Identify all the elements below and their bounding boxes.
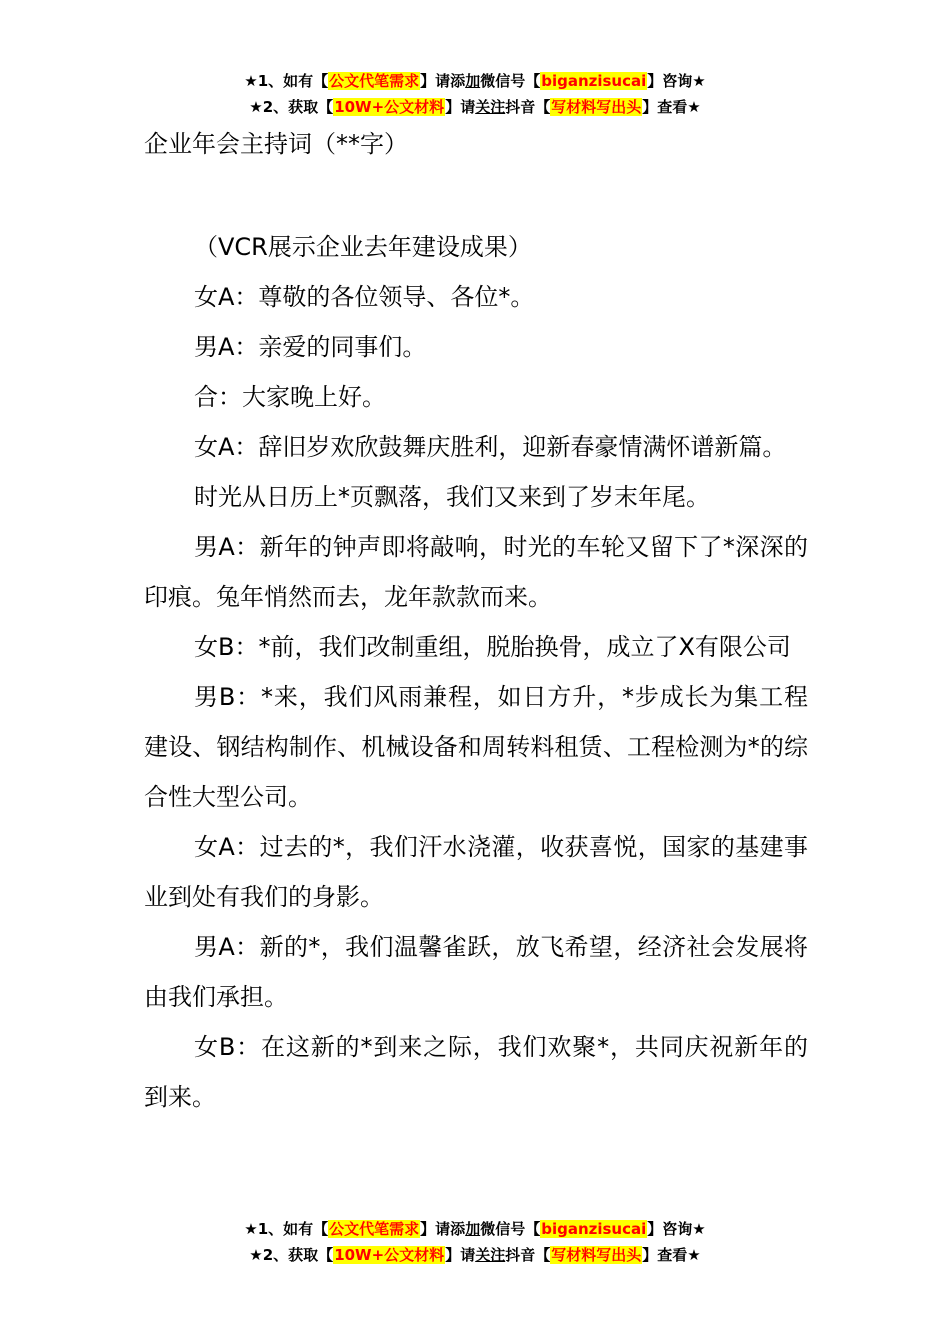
banner-line-2 xyxy=(0,94,950,120)
paragraph: 男A：亲爱的同事们。 xyxy=(194,333,427,361)
paragraph: 女B：在这新的*到来之际，我们欢聚*，共同庆祝新年的到来。 xyxy=(144,1033,808,1111)
banner-highlight: biganzisucai xyxy=(541,1220,647,1238)
banner-text: 】咨询★ xyxy=(647,72,706,90)
paragraph: 女A：辞旧岁欢欣鼓舞庆胜利，迎新春豪情满怀谱新篇。 xyxy=(194,433,787,461)
banner-highlight: 公文代笔需求 xyxy=(329,72,420,90)
banner-text: 】查看★ xyxy=(642,98,701,116)
banner-text: ★2、获取【 xyxy=(249,1246,334,1264)
paragraph: 女A：尊敬的各位领导、各位*。 xyxy=(194,283,535,311)
banner-text: 抖音【 xyxy=(505,1246,551,1264)
paragraph: （VCR展示企业去年建设成果） xyxy=(194,233,532,261)
banner-text: ★2、获取【 xyxy=(249,98,334,116)
banner-line-1 xyxy=(0,1216,950,1242)
banner-text: 】查看★ xyxy=(642,1246,701,1264)
banner-highlight: 写材料写出头 xyxy=(551,98,642,116)
banner-underline: 加 xyxy=(465,72,481,90)
banner-line-1 xyxy=(0,68,950,94)
footer-banner xyxy=(0,1216,950,1268)
banner-highlight: 写材料写出头 xyxy=(551,1246,642,1264)
paragraph: 时光从日历上*页飘落，我们又来到了岁末年尾。 xyxy=(194,483,710,511)
banner-text: 抖音【 xyxy=(505,98,551,116)
paragraph: 男B：*来，我们风雨兼程，如日方升，*步成长为集工程建设、钢结构制作、机械设备和周转料租赁、工程检测为*的综合性大型公司。 xyxy=(144,683,808,811)
banner-text: 】请添 xyxy=(420,72,466,90)
paragraph: 合：大家晚上好。 xyxy=(194,383,386,411)
banner-text: ★1、如有【 xyxy=(244,1220,329,1238)
paragraph: 女A：过去的*，我们汗水浇灌，收获喜悦，国家的基建事业到处有我们的身影。 xyxy=(144,833,808,911)
banner-text: 】请添 xyxy=(420,1220,466,1238)
paragraph: 女B：*前，我们改制重组，脱胎换骨，成立了X有限公司 xyxy=(194,633,791,661)
header-banner xyxy=(0,68,950,120)
banner-text: 微信号【 xyxy=(480,72,541,90)
banner-text: 】请 xyxy=(445,98,476,116)
document-body xyxy=(144,222,808,1122)
banner-line-2 xyxy=(0,1242,950,1268)
banner-text: 】请 xyxy=(445,1246,476,1264)
banner-underline: 关注 xyxy=(475,1246,506,1264)
paragraph: 男A：新年的钟声即将敲响，时光的车轮又留下了*深深的印痕。兔年悄然而去，龙年款款而来。 xyxy=(144,533,808,611)
banner-highlight: 公文代笔需求 xyxy=(329,1220,420,1238)
banner-text: ★1、如有【 xyxy=(244,72,329,90)
banner-highlight: 10W+公文材料 xyxy=(334,98,445,116)
banner-underline: 关注 xyxy=(475,98,506,116)
banner-text: 微信号【 xyxy=(480,1220,541,1238)
banner-highlight: 10W+公文材料 xyxy=(334,1246,445,1264)
document-title: 企业年会主持词（**字） xyxy=(144,130,408,158)
paragraph: 男A：新的*，我们温馨雀跃，放飞希望，经济社会发展将由我们承担。 xyxy=(144,933,808,1011)
banner-text: 】咨询★ xyxy=(647,1220,706,1238)
banner-underline: 加 xyxy=(465,1220,481,1238)
banner-highlight: biganzisucai xyxy=(541,72,647,90)
